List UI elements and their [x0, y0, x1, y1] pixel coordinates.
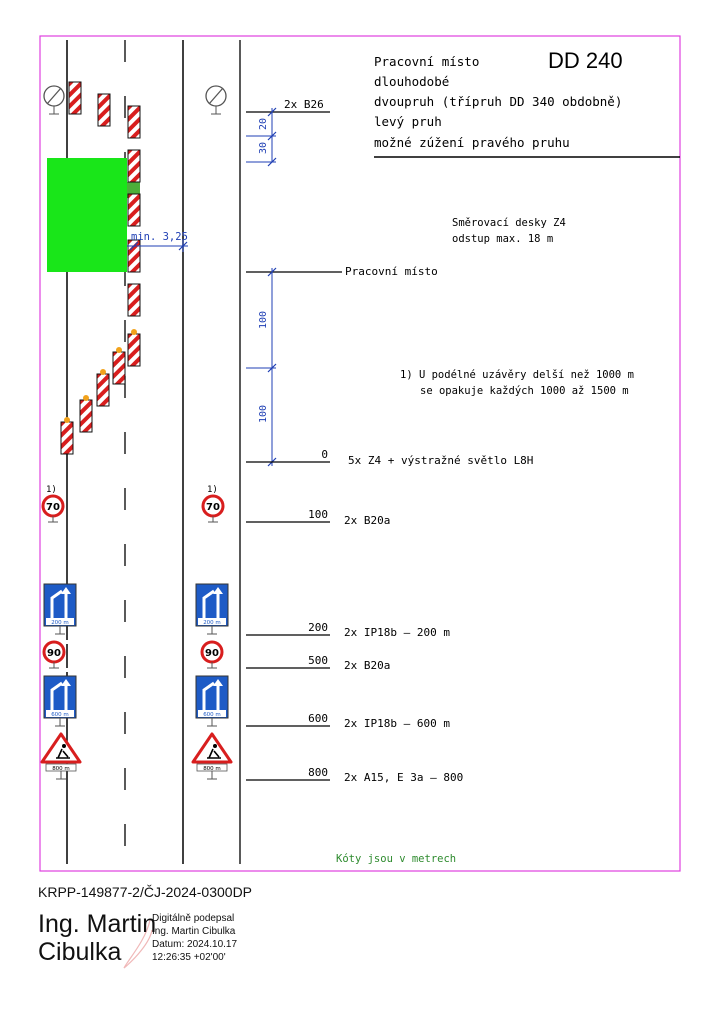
svg-text:0: 0 — [321, 448, 328, 461]
direction-boards-spacing: odstup max. 18 m — [452, 233, 554, 245]
signature-date: Datum: 2024.10.17 — [152, 939, 238, 950]
speed-limit-70-sign-right — [203, 485, 223, 522]
ip18b-600-sign-right — [196, 676, 228, 726]
station-100 — [246, 508, 390, 527]
dim-100-b-label: 100 — [258, 404, 269, 424]
signer-name-line-1: Ing. Martin — [38, 910, 157, 938]
station-500 — [246, 654, 390, 672]
work-site-label: Pracovní místo — [345, 265, 438, 278]
ip18b-600-sign-left — [44, 676, 76, 726]
svg-text:90: 90 — [47, 648, 61, 659]
work-zone — [47, 158, 127, 272]
svg-text:70: 70 — [206, 502, 220, 513]
b26-label: 2x B26 — [284, 98, 324, 111]
signature-name: Ing. Martin Cibulka — [152, 926, 236, 937]
svg-text:70: 70 — [46, 502, 60, 513]
header-line-1: Pracovní místo — [374, 54, 480, 69]
svg-text:100: 100 — [308, 508, 328, 521]
svg-text:2x IP18b – 600 m: 2x IP18b – 600 m — [344, 717, 450, 730]
svg-text:600 m: 600 m — [51, 712, 69, 718]
svg-text:1): 1) — [207, 485, 218, 495]
plan-code: DD 240 — [548, 48, 623, 73]
header-line-2: dlouhodobé — [374, 74, 450, 89]
svg-text:200 m: 200 m — [203, 620, 221, 626]
signature-label: Digitálně podepsal — [152, 913, 235, 924]
document-id: KRPP-149877-2/ČJ-2024-0300DP — [38, 884, 253, 900]
note-line-1: 1) U podélné uzávěry delší než 1000 m — [400, 369, 634, 381]
svg-text:500: 500 — [308, 654, 328, 667]
speed-limit-70-sign-left — [43, 485, 63, 522]
header-line-4: levý pruh — [374, 114, 442, 129]
svg-text:2x B20a: 2x B20a — [344, 659, 391, 672]
digital-signature-block — [152, 912, 237, 964]
dim-100-a-label: 100 — [258, 310, 269, 330]
svg-text:200 m: 200 m — [51, 620, 69, 626]
station-200 — [246, 621, 450, 639]
svg-text:600: 600 — [308, 712, 328, 725]
speed-limit-90-sign-right — [202, 642, 222, 668]
speed-limit-90-sign-left — [44, 642, 64, 668]
header-line-5: možné zúžení pravého pruhu — [374, 135, 570, 150]
svg-text:1): 1) — [46, 485, 57, 495]
signer-name-line-2: Cibulka — [38, 938, 122, 966]
dimension-20-30 — [246, 108, 276, 166]
station-800 — [246, 766, 463, 784]
signature-time: 12:26:35 +02'00' — [152, 952, 226, 963]
svg-text:2x IP18b – 200 m: 2x IP18b – 200 m — [344, 626, 450, 639]
svg-text:800 m: 800 m — [203, 766, 221, 772]
units-note: Kóty jsou v metrech — [336, 853, 457, 865]
svg-text:2x B20a: 2x B20a — [344, 514, 391, 527]
svg-text:800: 800 — [308, 766, 328, 779]
signer-name — [38, 910, 156, 966]
svg-text:200: 200 — [308, 621, 328, 634]
station-0 — [246, 448, 533, 467]
station-600 — [246, 712, 450, 730]
note-line-2: se opakuje každých 1000 až 1500 m — [420, 385, 629, 397]
b26-sign-right — [206, 86, 226, 114]
ip18b-200-sign-right — [196, 584, 228, 634]
ip18b-200-sign-left — [44, 584, 76, 634]
dim-30-label: 30 — [258, 141, 269, 155]
min-width-label: min. 3,25 — [131, 231, 188, 243]
direction-boards-label: Směrovací desky Z4 — [452, 217, 566, 229]
a15-roadworks-sign-right — [193, 734, 231, 779]
a15-roadworks-sign-left — [42, 734, 80, 779]
dim-20-label: 20 — [258, 117, 269, 131]
b26-sign-left — [44, 86, 64, 114]
svg-text:800 m: 800 m — [52, 766, 70, 772]
svg-text:600 m: 600 m — [203, 712, 221, 718]
header-line-3: dvoupruh (třípruh DD 340 obdobně) — [374, 94, 623, 109]
svg-text:2x A15, E 3a – 800: 2x A15, E 3a – 800 — [344, 771, 464, 784]
svg-text:5x Z4 + výstražné světlo L8H: 5x Z4 + výstražné světlo L8H — [348, 454, 534, 467]
dimension-100-100 — [246, 268, 276, 466]
svg-text:90: 90 — [205, 648, 219, 659]
